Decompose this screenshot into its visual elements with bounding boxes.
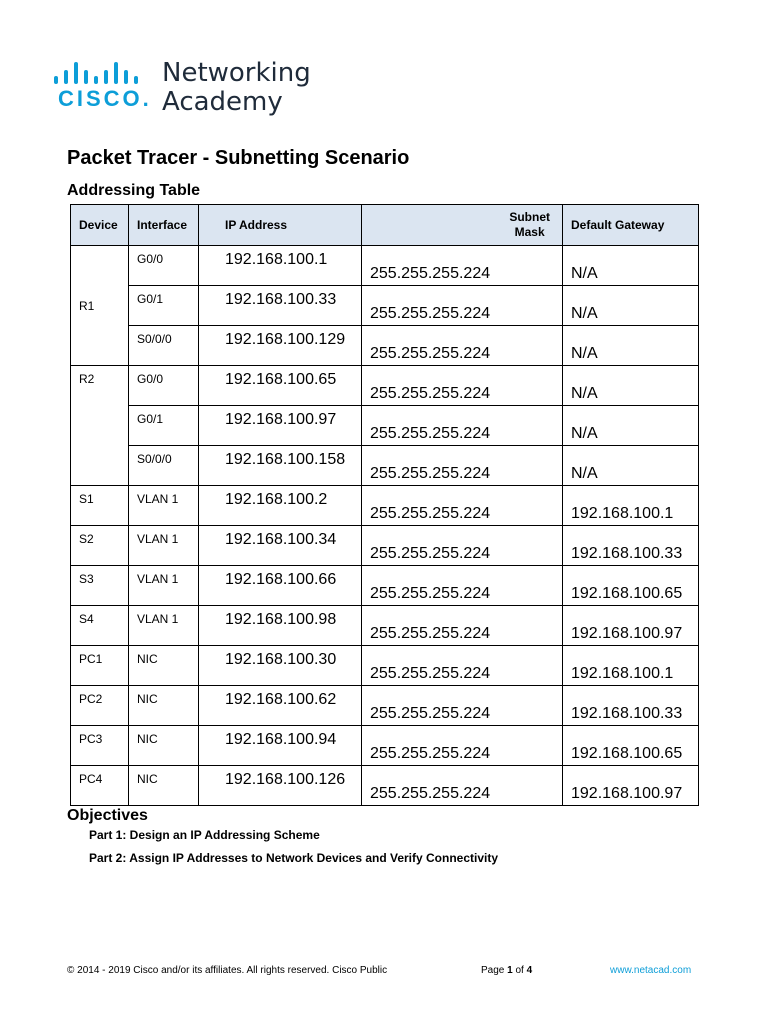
device-cell: PC1 xyxy=(71,646,129,686)
logo-text-academy: Academy xyxy=(162,87,283,117)
default-gateway-cell: 192.168.100.33 xyxy=(563,686,699,726)
logo-text-networking: Networking xyxy=(162,58,311,88)
table-row xyxy=(71,526,699,566)
ip-address-cell: 192.168.100.94 xyxy=(199,726,362,766)
subnet-mask-cell: 255.255.255.224 xyxy=(362,766,563,806)
subnet-mask-cell: 255.255.255.224 xyxy=(362,646,563,686)
subnet-mask-cell: 255.255.255.224 xyxy=(362,526,563,566)
ip-address-cell: 192.168.100.62 xyxy=(199,686,362,726)
subnet-mask-cell: 255.255.255.224 xyxy=(362,606,563,646)
page-current: 1 xyxy=(507,965,513,976)
device-cell: R1 xyxy=(71,246,129,366)
default-gateway-cell: 192.168.100.65 xyxy=(563,726,699,766)
table-row xyxy=(71,486,699,526)
ip-address-cell: 192.168.100.34 xyxy=(199,526,362,566)
interface-cell: S0/0/0 xyxy=(129,326,199,366)
default-gateway-cell: N/A xyxy=(563,366,699,406)
ip-address-cell: 192.168.100.65 xyxy=(199,366,362,406)
column-header-interface: Interface xyxy=(129,205,199,246)
table-header-row xyxy=(71,205,699,246)
device-cell: S4 xyxy=(71,606,129,646)
column-header-ip-address: IP Address xyxy=(199,205,362,246)
ip-address-cell: 192.168.100.1 xyxy=(199,246,362,286)
ip-address-cell: 192.168.100.2 xyxy=(199,486,362,526)
default-gateway-cell: N/A xyxy=(563,326,699,366)
addressing-table-heading: Addressing Table xyxy=(67,182,201,199)
device-cell: S3 xyxy=(71,566,129,606)
page-label: Page xyxy=(481,965,505,976)
subnet-mask-cell: 255.255.255.224 xyxy=(362,566,563,606)
ip-address-cell: 192.168.100.98 xyxy=(199,606,362,646)
default-gateway-cell: N/A xyxy=(563,286,699,326)
cisco-networking-academy-logo xyxy=(54,58,314,118)
objective-part-1: Part 1: Design an IP Addressing Scheme xyxy=(89,828,320,842)
device-cell: PC3 xyxy=(71,726,129,766)
interface-cell: NIC xyxy=(129,646,199,686)
ip-address-cell: 192.168.100.97 xyxy=(199,406,362,446)
footer-copyright: © 2014 - 2019 Cisco and/or its affiliates. All rights reserved. Cisco Public xyxy=(67,965,388,976)
subnet-mask-cell: 255.255.255.224 xyxy=(362,286,563,326)
subnet-mask-cell: 255.255.255.224 xyxy=(362,406,563,446)
column-header-subnet-mask: Subnet Mask xyxy=(362,205,563,246)
default-gateway-cell: N/A xyxy=(563,406,699,446)
default-gateway-cell: N/A xyxy=(563,446,699,486)
subnet-mask-cell: 255.255.255.224 xyxy=(362,726,563,766)
subnet-mask-cell: 255.255.255.224 xyxy=(362,246,563,286)
footer-website-link[interactable]: www.netacad.com xyxy=(610,965,692,976)
ip-address-cell: 192.168.100.129 xyxy=(199,326,362,366)
device-cell: PC2 xyxy=(71,686,129,726)
device-cell: S2 xyxy=(71,526,129,566)
page-of: of xyxy=(515,965,524,976)
cisco-bars-icon xyxy=(54,58,150,88)
interface-cell: G0/1 xyxy=(129,286,199,326)
interface-cell: G0/0 xyxy=(129,366,199,406)
device-cell: S1 xyxy=(71,486,129,526)
subnet-mask-cell: 255.255.255.224 xyxy=(362,326,563,366)
objective-part-2: Part 2: Assign IP Addresses to Network Devices and Verify Connectivity xyxy=(89,851,499,865)
table-row xyxy=(71,446,699,486)
ip-address-cell: 192.168.100.33 xyxy=(199,286,362,326)
table-row xyxy=(71,686,699,726)
default-gateway-cell: 192.168.100.65 xyxy=(563,566,699,606)
document-title: Packet Tracer - Subnetting Scenario xyxy=(67,147,410,169)
interface-cell: VLAN 1 xyxy=(129,606,199,646)
page-total: 4 xyxy=(526,965,533,976)
default-gateway-cell: 192.168.100.1 xyxy=(563,486,699,526)
ip-address-cell: 192.168.100.158 xyxy=(199,446,362,486)
ip-address-cell: 192.168.100.66 xyxy=(199,566,362,606)
ip-address-cell: 192.168.100.30 xyxy=(199,646,362,686)
footer-page-number xyxy=(481,964,532,977)
objectives-heading: Objectives xyxy=(67,807,148,824)
device-cell: PC4 xyxy=(71,766,129,806)
default-gateway-cell: 192.168.100.33 xyxy=(563,526,699,566)
interface-cell: NIC xyxy=(129,766,199,806)
table-row xyxy=(71,606,699,646)
cisco-wordmark: CISCO. xyxy=(58,86,152,111)
default-gateway-cell: 192.168.100.1 xyxy=(563,646,699,686)
table-row xyxy=(71,566,699,606)
subnet-mask-cell: 255.255.255.224 xyxy=(362,446,563,486)
subnet-mask-cell: 255.255.255.224 xyxy=(362,686,563,726)
addressing-table xyxy=(70,204,699,806)
table-row xyxy=(71,646,699,686)
table-row xyxy=(71,246,699,286)
subnet-mask-cell: 255.255.255.224 xyxy=(362,486,563,526)
table-row xyxy=(71,726,699,766)
column-header-device: Device xyxy=(71,205,129,246)
default-gateway-cell: 192.168.100.97 xyxy=(563,766,699,806)
default-gateway-cell: N/A xyxy=(563,246,699,286)
table-row xyxy=(71,286,699,326)
interface-cell: G0/1 xyxy=(129,406,199,446)
interface-cell: NIC xyxy=(129,686,199,726)
interface-cell: VLAN 1 xyxy=(129,566,199,606)
interface-cell: S0/0/0 xyxy=(129,446,199,486)
interface-cell: VLAN 1 xyxy=(129,526,199,566)
ip-address-cell: 192.168.100.126 xyxy=(199,766,362,806)
table-row xyxy=(71,766,699,806)
device-cell: R2 xyxy=(71,366,129,486)
column-header-default-gateway: Default Gateway xyxy=(563,205,699,246)
table-row xyxy=(71,366,699,406)
interface-cell: G0/0 xyxy=(129,246,199,286)
interface-cell: NIC xyxy=(129,726,199,766)
interface-cell: VLAN 1 xyxy=(129,486,199,526)
table-row xyxy=(71,326,699,366)
default-gateway-cell: 192.168.100.97 xyxy=(563,606,699,646)
table-row xyxy=(71,406,699,446)
subnet-mask-cell: 255.255.255.224 xyxy=(362,366,563,406)
